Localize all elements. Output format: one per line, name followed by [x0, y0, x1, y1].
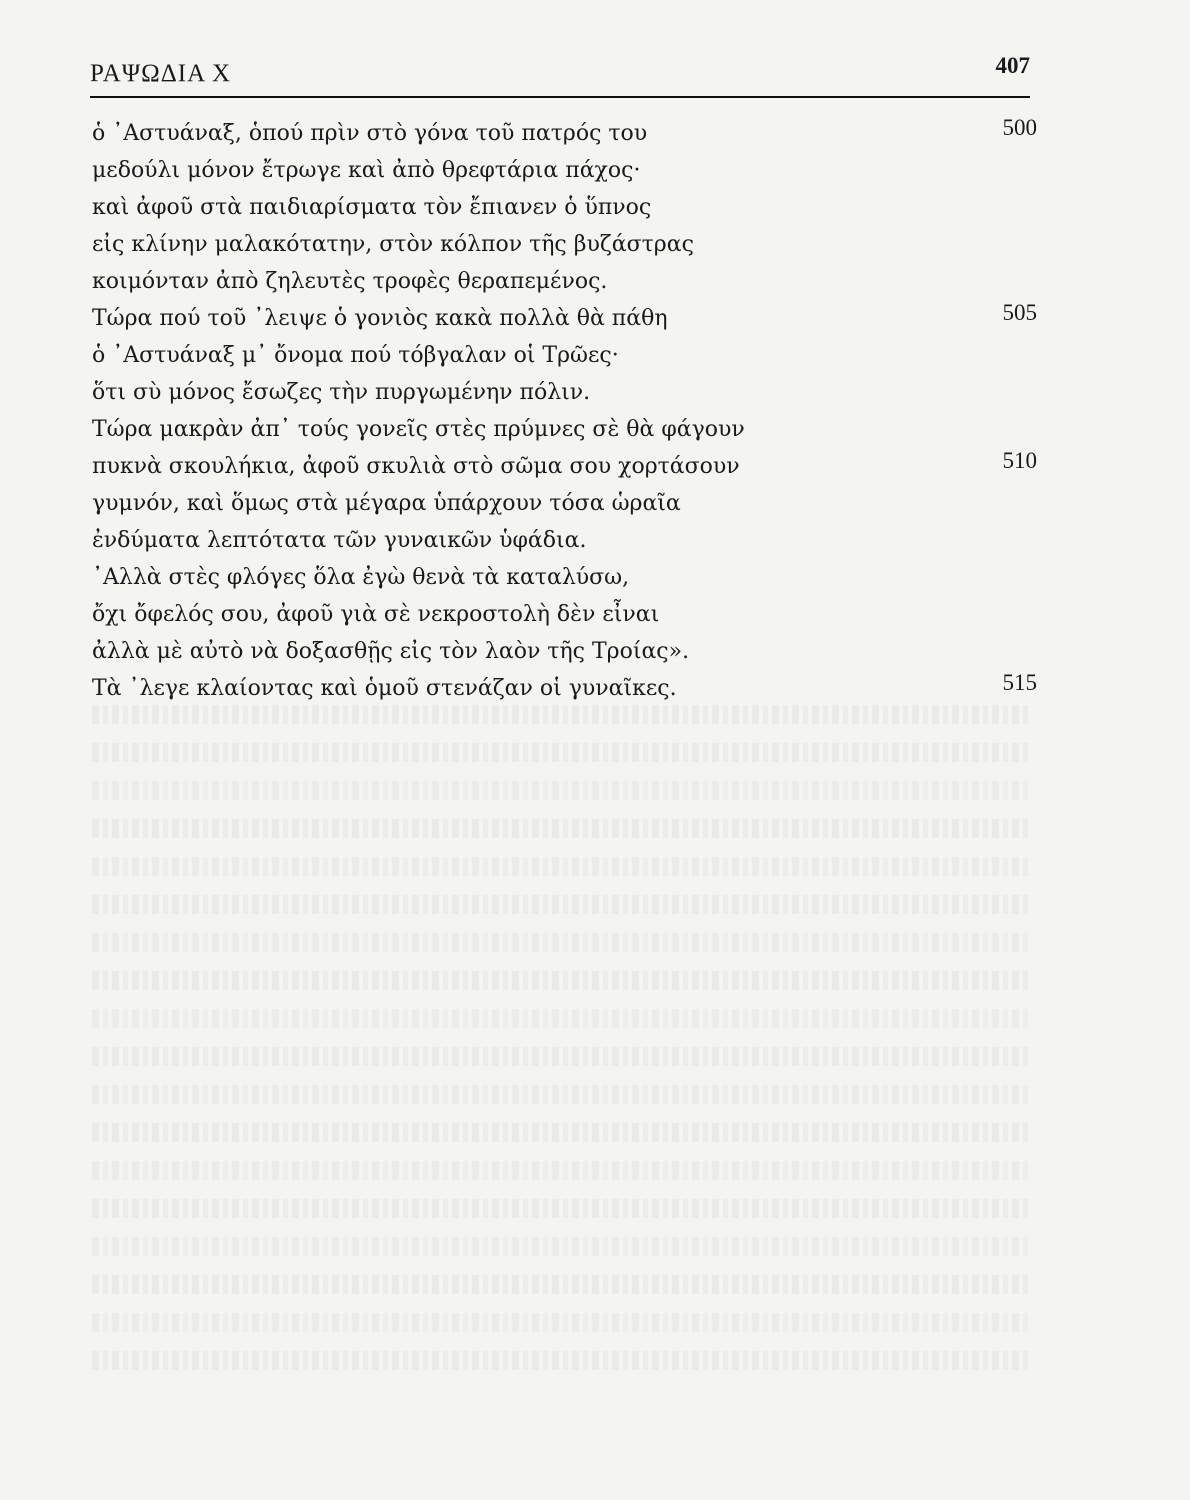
- verse-line: [92, 263, 1037, 300]
- verse-line: [92, 559, 1037, 596]
- verse-line: [92, 115, 1037, 152]
- poem-text: [92, 115, 1037, 705]
- verse-text: ᾿Αλλὰ στὲς φλόγες ὅλα ἐγὼ θενὰ τὰ καταλύσω,: [92, 565, 630, 590]
- page-number: 407: [995, 53, 1030, 78]
- verse-line: [92, 300, 1037, 337]
- running-header: [90, 53, 1030, 90]
- verse-text: εἰς κλίνην μαλακότατην, στὸν κόλπον τῆς βυζάστρας: [92, 232, 694, 257]
- verse-line: [92, 337, 1037, 374]
- verse-text: γυμνόν, καὶ ὅμως στὰ μέγαρα ὑπάρχουν τόσα ὡραῖα: [92, 491, 681, 516]
- line-number: 505: [1002, 300, 1037, 325]
- verse-text: Τώρα μακρὰν ἀπ᾿ τούς γονεῖς στὲς πρύμνες σὲ θὰ φάγουν: [92, 417, 745, 442]
- line-number: 500: [1002, 115, 1037, 140]
- line-number: 515: [1002, 670, 1037, 695]
- verse-line: [92, 374, 1037, 411]
- verse-line: [92, 411, 1037, 448]
- verse-line: [92, 522, 1037, 559]
- verse-text: ἐνδύματα λεπτότατα τῶν γυναικῶν ὑφάδια.: [92, 528, 587, 553]
- verse-text: κοιμόνταν ἀπὸ ζηλευτὲς τροφὲς θεραπεμένος.: [92, 269, 608, 294]
- verse-text: ἀλλὰ μὲ αὐτὸ νὰ δοξασθῇς εἰς τὸν λαὸν τῆς Τροίας».: [92, 639, 690, 664]
- verse-text: πυκνὰ σκουλήκια, ἀφοῦ σκυλιὰ στὸ σῶμα σου χορτάσουν: [92, 454, 740, 479]
- verse-line: [92, 596, 1037, 633]
- verse-line: [92, 633, 1037, 670]
- verse-text: ὁ ᾿Αστυάναξ, ὁπού πρὶν στὸ γόνα τοῦ πατρός του: [92, 121, 648, 146]
- verse-text: Τὰ ᾿λεγε κλαίοντας καὶ ὁμοῦ στενάζαν οἱ γυναῖκες.: [92, 676, 677, 701]
- verse-line: [92, 448, 1037, 485]
- verse-text: ὁ ᾿Αστυάναξ μ᾿ ὄνομα πού τόβγαλαν οἱ Τρῶες·: [92, 343, 619, 368]
- verse-text: μεδούλι μόνον ἔτρωγε καὶ ἀπὸ θρεφτάρια πάχος·: [92, 158, 641, 183]
- verse-text: ὅτι σὺ μόνος ἔσωζες τὴν πυργωμένην πόλιν.: [92, 380, 591, 405]
- verse-line: [92, 189, 1037, 226]
- header-rule: [90, 96, 1030, 98]
- verse-text: καὶ ἀφοῦ στὰ παιδιαρίσματα τὸν ἔπιανεν ὁ ὕπνος: [92, 195, 652, 220]
- verse-text: Τώρα πού τοῦ ᾿λειψε ὁ γονιὸς κακὰ πολλὰ θὰ πάθη: [92, 306, 668, 331]
- verse-line: [92, 670, 1037, 707]
- verse-text: ὄχι ὄφελός σου, ἀφοῦ γιὰ σὲ νεκροστολὴ δὲν εἶναι: [92, 602, 660, 627]
- header-title: ΡΑΨΩΔΙΑ Χ: [90, 60, 232, 87]
- verse-line: [92, 152, 1037, 189]
- verse-line: [92, 226, 1037, 263]
- reverse-side-bleed-through: [92, 705, 1042, 1385]
- verse-line: [92, 485, 1037, 522]
- line-number: 510: [1002, 448, 1037, 473]
